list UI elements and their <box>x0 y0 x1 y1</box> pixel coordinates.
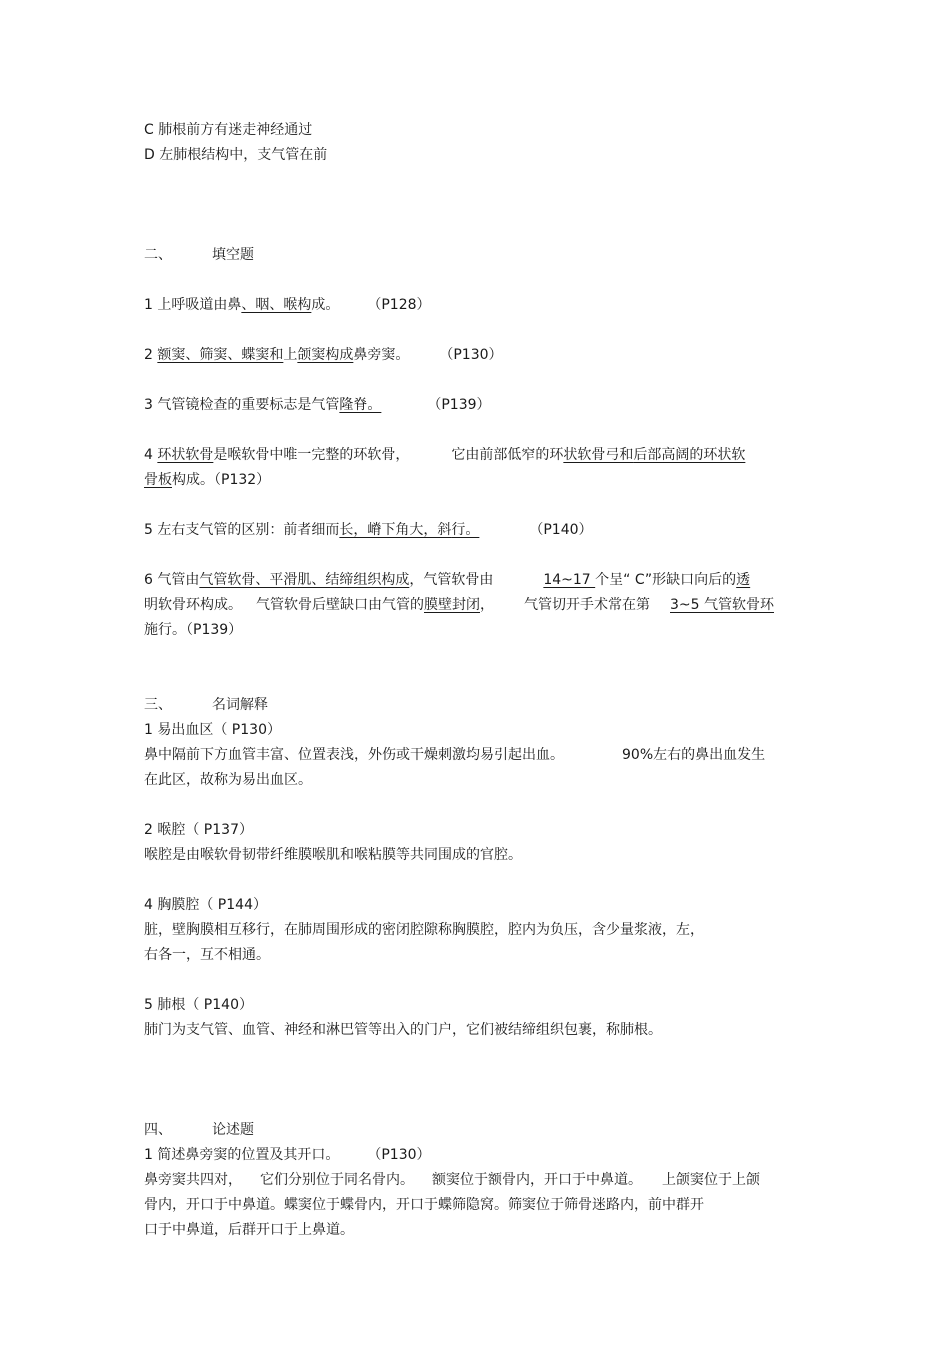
fill-q2: 2 额窦、筛窦、蝶窦和上颌窦构成鼻旁窦。 （P130） <box>144 347 503 363</box>
fill-q6-answer-3: 透 <box>736 572 751 588</box>
section2-heading <box>144 243 814 268</box>
fill-q4-answer-3: 后部高阔的环状软 <box>633 447 746 463</box>
section4-number: 四、 <box>144 1122 172 1138</box>
fill-q6-answer-5: 3~5 气管软骨环 <box>670 597 774 613</box>
fill-q3-answer: 隆脊。 <box>339 397 382 413</box>
fill-q5-ref: （P140） <box>529 522 593 538</box>
fill-q6-line2: 明软骨环构成。 气管软骨后壁缺口由气管的膜壁封闭， 气管切开手术常在第 3~5 气管软骨环 <box>144 593 814 618</box>
choice-c: C 肺根前方有迷走神经通过 <box>144 122 313 138</box>
term1-line2: 在此区，故称为易出血区。 <box>144 772 312 788</box>
fill-q1: 1 上呼吸道由鼻、咽、喉构成。 （P128） <box>144 297 431 313</box>
fill-q5: 5 左右支气管的区别：前者细而长，嵴下角大，斜行。 （P140） <box>144 522 593 538</box>
fill-q3: 3 气管镜检查的重要标志是气管隆脊。 （P139） <box>144 393 814 418</box>
fill-q6-line3: 施行。（P139） <box>144 622 243 638</box>
section3-number: 三、 <box>144 697 172 713</box>
fill-q6-answer-2: 14~17 <box>543 572 596 588</box>
fill-q2-ref: （P130） <box>439 347 503 363</box>
fill-q2-answer-2: 颌窦构成 <box>297 347 354 363</box>
essay1-line2: 骨内，开口于中鼻道。蝶窦位于蝶骨内，开口于蝶筛隐窝。筛窦位于筛骨迷路内，前中群开 <box>144 1197 704 1213</box>
term4-title: 4 胸膜腔（ P144） <box>144 897 267 913</box>
fill-q5-answer: 长，嵴下角大，斜 <box>339 522 452 538</box>
fill-q6-answer-1: 气管软骨、平滑肌、结缔组织构成 <box>199 572 410 588</box>
fill-q4-line1: 4 环状软骨是喉软骨中唯一完整的环软骨， 它由前部低窄的环状软骨弓和后部高阔的环状软 <box>144 443 814 468</box>
fill-q6-line1: 6 气管由气管软骨、平滑肌、结缔组织构成，气管软骨由 14~17 个呈“ C”形缺口向后的透 <box>144 568 814 593</box>
essay1-line3: 口于中鼻道，后群开口于上鼻道。 <box>144 1222 354 1238</box>
fill-q4-answer-2: 状软骨弓和 <box>563 447 634 463</box>
term2-line1: 喉腔是由喉软骨韧带纤维膜喉肌和喉粘膜等共同围成的官腔。 <box>144 847 522 863</box>
term1-title: 1 易出血区（ P130） <box>144 722 281 738</box>
fill-q1-ref: （P128） <box>367 297 431 313</box>
term4-line2: 右各一，互不相通。 <box>144 947 270 963</box>
fill-q4-answer-4: 骨板 <box>144 472 172 488</box>
choice-d: D 左肺根结构中，支气管在前 <box>144 147 328 163</box>
document-page <box>144 118 814 1243</box>
section2-title: 填空题 <box>212 247 254 263</box>
section3-heading <box>144 693 814 718</box>
section4-title: 论述题 <box>212 1122 254 1138</box>
term5-line1: 肺门为支气管、血管、神经和淋巴管等出入的门户，它们被结缔组织包裹，称肺根。 <box>144 1022 662 1038</box>
fill-q3-ref: （P139） <box>427 397 491 413</box>
term1-line1: 鼻中隔前下方血管丰富、位置表浅，外伤或干燥刺激均易引起出血。 90%左右的鼻出血发生 <box>144 747 766 763</box>
fill-q6-answer-4: 膜壁封闭 <box>424 597 480 613</box>
term4-line1: 脏，壁胸膜相互移行，在肺周围形成的密闭腔隙称胸膜腔，腔内为负压，含少量浆液，左， <box>144 922 704 938</box>
section3-title: 名词解释 <box>212 697 268 713</box>
fill-q1-answer: 、咽、喉构 <box>241 297 312 313</box>
term5-title: 5 肺根（ P140） <box>144 997 253 1013</box>
fill-q4-line2: 骨板构成。（P132） <box>144 472 271 488</box>
fill-q2-answer-1: 额窦、筛窦、蝶窦和 <box>157 347 284 363</box>
section2-number: 二、 <box>144 247 172 263</box>
essay1-title: 1 简述鼻旁窦的位置及其开口。 （P130） <box>144 1147 431 1163</box>
fill-q4-answer-1: 环状软骨 <box>157 447 214 463</box>
essay1-line1: 鼻旁窦共四对， 它们分别位于同名骨内。 额窦位于额骨内，开口于中鼻道。 上颌窦位于上颌 <box>144 1172 760 1188</box>
section4-heading <box>144 1118 814 1143</box>
essay1-ref: （P130） <box>367 1147 431 1163</box>
term2-title: 2 喉腔（ P137） <box>144 822 253 838</box>
